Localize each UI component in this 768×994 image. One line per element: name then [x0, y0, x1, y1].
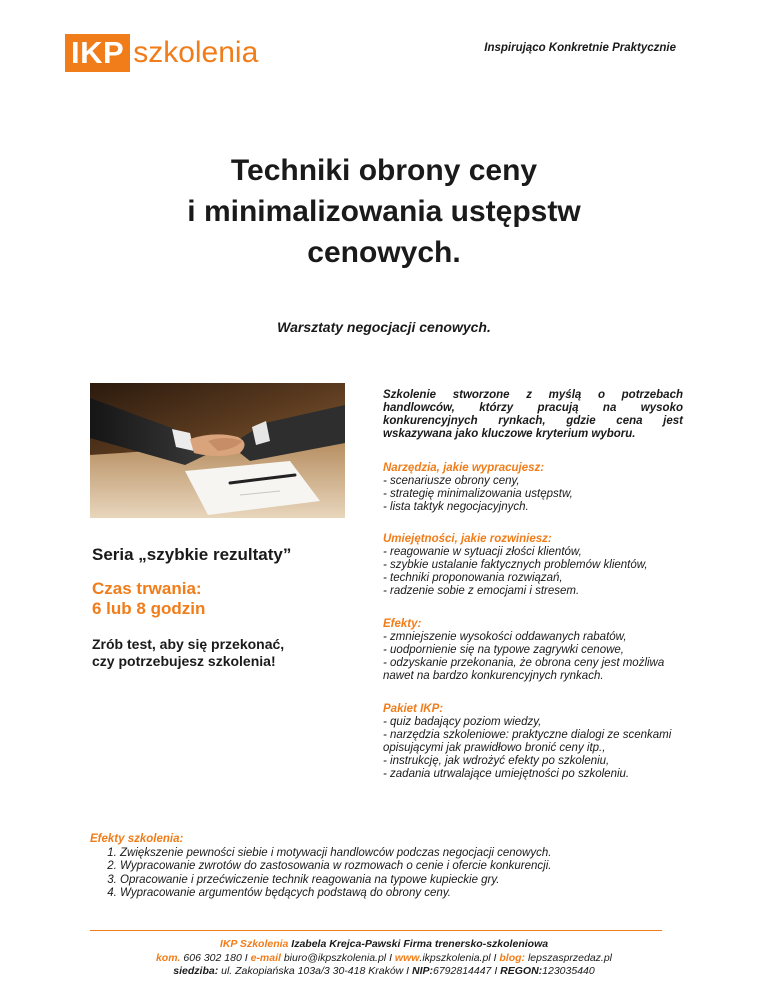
- page-title: [0, 150, 768, 273]
- section-heading: Narzędzia, jakie wypracujesz:: [383, 462, 545, 474]
- footer-divider: [90, 930, 662, 931]
- footer-separator: I: [389, 951, 392, 964]
- test-line: Zrób test, aby się przekonać,: [92, 636, 285, 652]
- title-line: Techniki obrony ceny: [230, 154, 538, 187]
- footer-www-label: www: [394, 951, 420, 964]
- title-line: i minimalizowania ustępstw: [187, 195, 581, 228]
- footer-regon-value: 123035440: [542, 965, 595, 977]
- list-item: - lista taktyk negocjacyjnych.: [383, 501, 529, 513]
- footer-seat-label: siedziba:: [173, 965, 219, 977]
- footer-line-1: [0, 938, 768, 952]
- handshake-photo-icon: [90, 383, 345, 518]
- title-line: cenowych.: [307, 236, 461, 269]
- footer-blog-value[interactable]: lepszasprzedaz.pl: [527, 951, 613, 964]
- logo-text: szkolenia: [133, 36, 259, 69]
- section-effects: [383, 618, 683, 683]
- list-item: - quiz badający poziom wiedzy,: [383, 716, 542, 728]
- list-item: - instrukcję, jak wdrożyć efekty po szkoleniu,: [383, 755, 610, 767]
- duration-value: 6 lub 8 godzin: [92, 599, 206, 618]
- footer-www-value[interactable]: .ikpszkolenia.pl I: [419, 951, 497, 964]
- footer-seat-value: ul. Zakopiańska 103a/3 30-418 Kraków I: [221, 965, 410, 977]
- footer-owner: Izabela Krejca-Pawski Firma trenersko-szkoleniowa: [291, 938, 549, 950]
- list-item: - reagowanie w sytuacji złości klientów,: [383, 546, 582, 558]
- duration: [92, 579, 205, 619]
- section-package: [383, 703, 683, 781]
- duration-label: Czas trwania:: [92, 579, 202, 598]
- list-item: - zadania utrwalające umiejętności po szkoleniu.: [383, 768, 630, 780]
- test-line: czy potrzebujesz szkolenia!: [92, 653, 276, 669]
- intro-text: Szkolenie stworzone z myślą o potrzebach handlowców, którzy pracują na wysoko konkurencyjnych rynkach, gdzie cena jest wskazywana jako kluczowe kryterium wyboru.: [383, 389, 683, 440]
- footer: [0, 938, 768, 979]
- footer-nip-value: 6792814447 I: [433, 965, 498, 977]
- section-heading: Pakiet IKP:: [383, 703, 444, 715]
- test-callout: [92, 636, 284, 670]
- section-heading: Umiejętności, jakie rozwiniesz:: [383, 533, 552, 545]
- footer-regon-label: REGON:: [500, 965, 543, 977]
- footer-company: IKP Szkolenia: [219, 938, 289, 950]
- footer-line-3: [0, 965, 768, 979]
- logo: [65, 34, 258, 72]
- footer-nip-label: NIP:: [412, 965, 433, 977]
- list-item: - uodpornienie się na typowe zagrywki cenowe,: [383, 644, 624, 656]
- series-title: Seria „szybkie rezultaty”: [92, 545, 292, 564]
- subtitle: Warsztaty negocjacji cenowych.: [277, 319, 491, 335]
- footer-email-value[interactable]: biuro@ikpszkolenia.pl: [283, 951, 387, 964]
- list-item: - narzędzia szkoleniowe: praktyczne dialogi ze scenkami opisującymi jak prawidłowo bronić ceny itp.,: [383, 729, 672, 754]
- list-item: - strategię minimalizowania ustępstw,: [383, 488, 573, 500]
- list-item: 1. Zwiększenie pewności siebie i motywacji handlowców podczas negocjacji cenowych.: [120, 847, 690, 861]
- list-item: - szybkie ustalanie faktycznych problemów klientów,: [383, 559, 648, 571]
- list-item: - zmniejszenie wysokości oddawanych rabatów,: [383, 631, 627, 643]
- footer-email-label: e-mail: [250, 951, 281, 964]
- list-item: 3. Opracowanie i przećwiczenie technik reagowania na typowe kupieckie gry.: [120, 874, 690, 888]
- footer-kom-label: kom.: [155, 951, 181, 964]
- list-item: 4. Wypracowanie argumentów będących podstawą do obrony ceny.: [120, 887, 690, 901]
- list-item: - techniki proponowania rozwiązań,: [383, 572, 563, 584]
- training-effects: [90, 833, 690, 901]
- handshake-photo: [90, 383, 345, 518]
- logo-box: IKP: [65, 34, 130, 72]
- section-heading: Efekty szkolenia:: [90, 833, 184, 845]
- effects-list: [90, 847, 690, 901]
- footer-line-2: [0, 952, 768, 966]
- list-item: - scenariusze obrony ceny,: [383, 475, 520, 487]
- section-tools: [383, 462, 683, 514]
- footer-kom-value: 606 302 180 I: [183, 951, 248, 964]
- list-item: 2. Wypracowanie zwrotów do zastosowania w rozmowach o cenie i ofercie konkurencji.: [120, 860, 690, 874]
- section-skills: [383, 533, 683, 598]
- tagline: Inspirująco Konkretnie Praktycznie: [484, 42, 676, 54]
- footer-blog-label: blog:: [499, 951, 526, 964]
- list-item: - odzyskanie przekonania, że obrona ceny jest możliwa nawet na bardzo konkurencyjnych rynkach.: [383, 657, 665, 682]
- list-item: - radzenie sobie z emocjami i stresem.: [383, 585, 580, 597]
- section-heading: Efekty:: [383, 618, 422, 630]
